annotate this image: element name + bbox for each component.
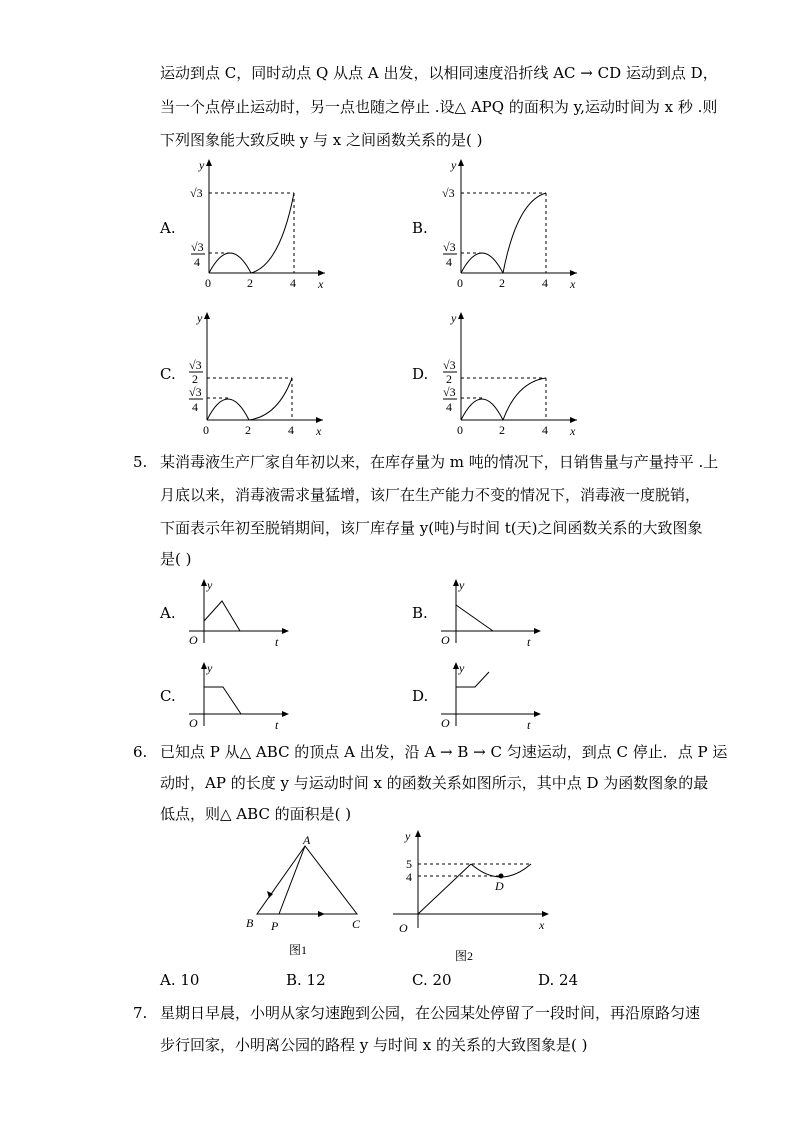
q5-graph-c[interactable] [185, 660, 295, 730]
y-label: y [207, 661, 213, 675]
frac-den: 4 [194, 255, 200, 269]
origin-label: O [441, 716, 450, 730]
tick-2-label: 2 [245, 423, 251, 437]
origin-label: 0 [203, 423, 209, 437]
tick-4-label: 4 [406, 870, 412, 884]
q7-number: 7. [133, 1004, 148, 1022]
tick-4-label: 4 [290, 276, 296, 290]
q5-option-a-label[interactable]: A. [160, 604, 176, 622]
frac-den: 2 [446, 372, 452, 386]
figure-1-caption: 图1 [289, 943, 308, 957]
q4-graph-b[interactable] [437, 155, 577, 295]
q6-text-line-2: 动时，AP 的长度 y 与运动时间 x 的函数关系如图所示，其中点 D 为函数图象的最 [160, 774, 709, 792]
q6-text-line-1: 已知点 P 从△ ABC 的顶点 A 出发，沿 A → B → C 匀速运动，到点 C 停止．点 P 运 [160, 743, 728, 761]
q6-choice-c[interactable]: C. 20 [412, 971, 452, 989]
y-label: y [459, 661, 465, 675]
x-label: x [318, 277, 324, 291]
y-label: y [405, 829, 411, 843]
x-label: x [570, 277, 576, 291]
q6-choice-a[interactable]: A. 10 [160, 971, 200, 989]
tick-4-label: 4 [542, 276, 548, 290]
q6-text-line-3: 低点，则△ ABC 的面积是( ) [160, 805, 352, 823]
q4-graph-d[interactable] [437, 308, 577, 438]
t-label: t [275, 718, 279, 732]
origin-label: O [189, 633, 198, 647]
tick-5-label: 5 [406, 857, 412, 871]
tick-4-label: 4 [542, 423, 548, 437]
q5-graph-b[interactable] [437, 577, 547, 647]
tick-2-label: 2 [247, 276, 253, 290]
x-label: x [539, 918, 545, 932]
q5-text-line-2: 月底以来，消毒液需求量猛增，该厂在生产能力不变的情况下，消毒液一度脱销， [160, 486, 701, 504]
tick-4-label: 4 [288, 423, 294, 437]
sqrt3-label: √3 [190, 186, 203, 200]
q5-text-line-1: 某消毒液生产厂家自年初以来，在库存量为 m 吨的情况下，日销售量与产量持平 .上 [160, 453, 719, 471]
y-label: y [197, 311, 203, 325]
y-label: y [199, 158, 205, 172]
vertex-a-label: A [303, 833, 311, 847]
y-label: y [451, 158, 457, 172]
point-p-label: P [271, 919, 279, 933]
origin-label: O [441, 633, 450, 647]
frac-num: √3 [443, 358, 456, 372]
q4-graph-a[interactable] [185, 155, 325, 295]
frac-num: √3 [443, 240, 456, 254]
t-label: t [527, 718, 531, 732]
frac-num: √3 [191, 240, 204, 254]
t-label: t [527, 635, 531, 649]
x-label: x [570, 424, 576, 438]
vertex-c-label: C [352, 917, 361, 931]
tick-2-label: 2 [499, 276, 505, 290]
q6-number: 6. [133, 743, 148, 761]
x-label: x [316, 424, 322, 438]
q5-text-line-3: 下面表示年初至脱销期间，该厂库存量 y(吨)与时间 t(天)之间函数关系的大致图象 [160, 519, 703, 537]
q4-option-c-label[interactable]: C. [160, 365, 176, 383]
q7-text-line-2: 步行回家，小明离公园的路程 y 与时间 x 的关系的大致图象是( ) [160, 1036, 588, 1054]
q4-option-a-label[interactable]: A. [160, 219, 176, 237]
sqrt3-label: √3 [442, 186, 455, 200]
origin-label: 0 [457, 276, 463, 290]
frac-num: √3 [443, 385, 456, 399]
frac-den: 2 [192, 372, 198, 386]
vertex-b-label: B [246, 916, 254, 930]
origin-label: O [399, 921, 408, 935]
q6-choice-b[interactable]: B. 12 [286, 971, 326, 989]
frac-num: √3 [189, 385, 202, 399]
q4-text-line-2: 当一个点停止运动时，另一点也随之停止 .设△ APQ 的面积为 y,运动时间为 x 秒 .则 [160, 98, 718, 116]
origin-label: O [189, 716, 198, 730]
y-label: y [459, 578, 465, 592]
q6-figure-2-graph [393, 828, 558, 963]
q4-option-d-label[interactable]: D. [412, 365, 429, 383]
q4-text-line-1: 运动到点 C，同时动点 Q 从点 A 出发，以相同速度沿折线 AC → CD 运动到点 D， [160, 64, 718, 82]
t-label: t [275, 635, 279, 649]
point-d-marker [499, 874, 504, 879]
point-d-label: D [495, 879, 504, 893]
q6-choice-d[interactable]: D. 24 [538, 971, 579, 989]
q5-option-c-label[interactable]: C. [160, 687, 176, 705]
q5-graph-a[interactable] [185, 577, 295, 647]
q6-figure-1-triangle [243, 834, 373, 964]
q5-option-d-label[interactable]: D. [412, 687, 429, 705]
q5-number: 5. [133, 453, 148, 471]
q4-option-b-label[interactable]: B. [412, 219, 428, 237]
frac-num: √3 [189, 358, 202, 372]
q4-text-line-3: 下列图象能大致反映 y 与 x 之间函数关系的是( ) [160, 131, 483, 149]
tick-2-label: 2 [499, 423, 505, 437]
origin-label: 0 [457, 423, 463, 437]
q4-graph-c[interactable] [183, 308, 323, 438]
frac-den: 4 [192, 400, 198, 414]
q5-option-b-label[interactable]: B. [412, 604, 428, 622]
q7-text-line-1: 星期日早晨，小明从家匀速跑到公园，在公园某处停留了一段时间，再沿原路匀速 [160, 1004, 701, 1022]
q5-graph-d[interactable] [437, 660, 547, 730]
frac-den: 4 [446, 255, 452, 269]
y-label: y [451, 311, 457, 325]
figure-2-caption: 图2 [455, 949, 474, 963]
origin-label: 0 [205, 276, 211, 290]
y-label: y [207, 578, 213, 592]
frac-den: 4 [446, 400, 452, 414]
q5-text-line-4: 是( ) [160, 550, 192, 568]
